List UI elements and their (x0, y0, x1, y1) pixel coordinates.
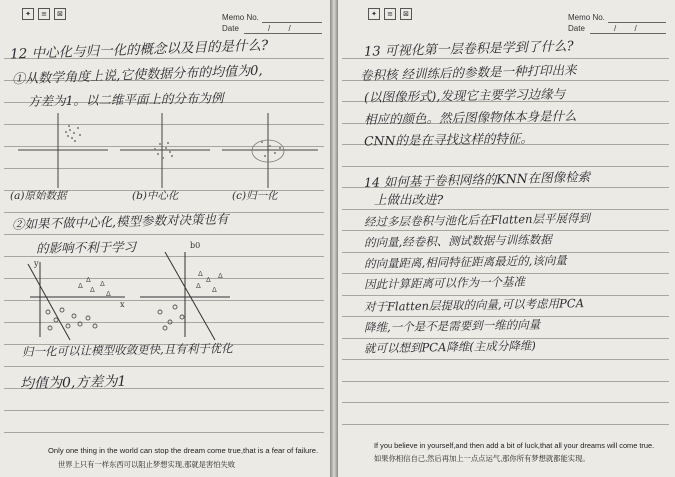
note-line-answer-2: 方差为1。以二维平面上的分布为例 (27, 90, 224, 109)
memo-no-label: Memo No. (568, 13, 605, 22)
note-line-r10: 降维,一个是不是需要到一维的向量 (363, 317, 541, 335)
date-slashes: / / (614, 24, 645, 33)
memo-no-line (262, 22, 322, 23)
footer-quote-chinese: 世界上只有一样东西可以阻止梦想实现,那就是害怕失败 (58, 460, 236, 469)
svg-text:Δ: Δ (198, 270, 203, 278)
note-line-answer-6: 均值为0,方差为1 (19, 373, 127, 393)
svg-text:Δ: Δ (218, 272, 223, 280)
svg-text:Δ: Δ (106, 290, 111, 298)
note-line-r2: (以图像形式),发现它主要学习边缘与 (363, 86, 566, 105)
ruled-line (4, 410, 324, 411)
ruled-line (342, 402, 669, 403)
svg-text:Δ: Δ (196, 282, 201, 290)
memo-no-line (608, 22, 666, 23)
ruled-line (342, 381, 669, 382)
ruled-line (342, 359, 669, 360)
svg-text:Δ: Δ (100, 280, 105, 288)
ruled-line (4, 366, 324, 367)
note-line-answer-4: 的影响不利于学习 (35, 239, 137, 256)
lines-icon: ≡ (384, 8, 396, 20)
svg-text:Δ: Δ (212, 286, 217, 294)
note-line-q14: 14 如何基于卷积网络的KNN在图像检索 (363, 169, 591, 190)
axis-label-y: y (34, 259, 39, 268)
star-icon: ✦ (368, 8, 380, 20)
date-label: Date (568, 24, 585, 33)
ruled-line (4, 234, 324, 235)
svg-text:Δ: Δ (86, 276, 91, 284)
left-header-icons (22, 8, 66, 20)
date-slashes: / / (268, 24, 299, 33)
note-line-q12: 12 中心化与归一化的概念以及目的是什么? (9, 37, 269, 63)
note-line-r4: CNN的是在寻找这样的特征。 (363, 130, 534, 149)
footer-quote-english: If you believe in yourself,and then add a bit of luck,that all your dreams will come true. (374, 441, 655, 450)
panel-label-b: (b)中心化 (132, 190, 179, 202)
memo-no-label: Memo No. (222, 13, 259, 22)
date-label: Date (222, 24, 239, 33)
ruled-line (342, 230, 669, 231)
date-line (590, 33, 666, 34)
note-line-q13: 13 可视化第一层卷积是学到了什么? (363, 39, 574, 60)
right-notebook-page (338, 0, 675, 477)
note-line-answer-1: ①从数学角度上说,它使数据分布的均值为0, (11, 63, 263, 88)
crossed-box-icon: ⊠ (400, 8, 412, 20)
param-label-b0: b0 (190, 241, 201, 250)
svg-text:Δ: Δ (90, 286, 95, 294)
ruled-line (342, 209, 669, 210)
svg-text:Δ: Δ (78, 282, 83, 290)
panel-label-c: (c)归一化 (232, 190, 278, 202)
note-line-r7: 的向量距离,相同特征距离最近的,该向量 (363, 253, 567, 271)
star-icon: ✦ (22, 8, 34, 20)
ruled-line (342, 166, 669, 167)
left-notebook-page (0, 0, 331, 477)
footer-quote-chinese: 如果你相信自己,然后再加上一点点运气,那你所有梦想就都能实现。 (374, 454, 590, 463)
note-line-r11: 就可以想到PCA降维(主成分降维) (363, 338, 536, 356)
footer-quote-english: Only one thing in the world can stop the dream come true,that is a fear of failure. (48, 446, 319, 455)
right-header-icons (368, 8, 412, 20)
lines-icon: ≡ (38, 8, 50, 20)
note-line-q14-cont: 上做出改进? (374, 192, 444, 207)
axis-label-x: x (120, 300, 125, 309)
crossed-box-icon: ⊠ (54, 8, 66, 20)
note-line-r1: 卷积核 经训练后的参数是一种打印出来 (359, 62, 577, 83)
note-line-answer-3: ②如果不做中心化,模型参数对决策也有 (11, 211, 229, 232)
note-line-r9: 对于Flatten层提取的向量,可以考虑用PCA (363, 296, 585, 314)
note-line-r5: 经过多层卷积与池化后在Flatten层平展得到 (363, 211, 591, 229)
note-line-r6: 的向量,经卷积、测试数据与训练数据 (363, 232, 552, 250)
ruled-line (342, 295, 669, 296)
panel-label-a: (a)原始数据 (10, 190, 67, 202)
note-line-answer-5: 归一化可以让模型收敛更快,且有利于优化 (21, 341, 233, 359)
svg-text:Δ: Δ (206, 276, 211, 284)
note-line-r3: 相应的颜色。然后图像物体本身是什么 (363, 108, 577, 127)
notebook-spine (330, 0, 338, 477)
ruled-line (4, 432, 324, 433)
ruled-line (342, 424, 669, 425)
note-line-r8: 因此计算距离可以作为一个基准 (363, 274, 526, 292)
